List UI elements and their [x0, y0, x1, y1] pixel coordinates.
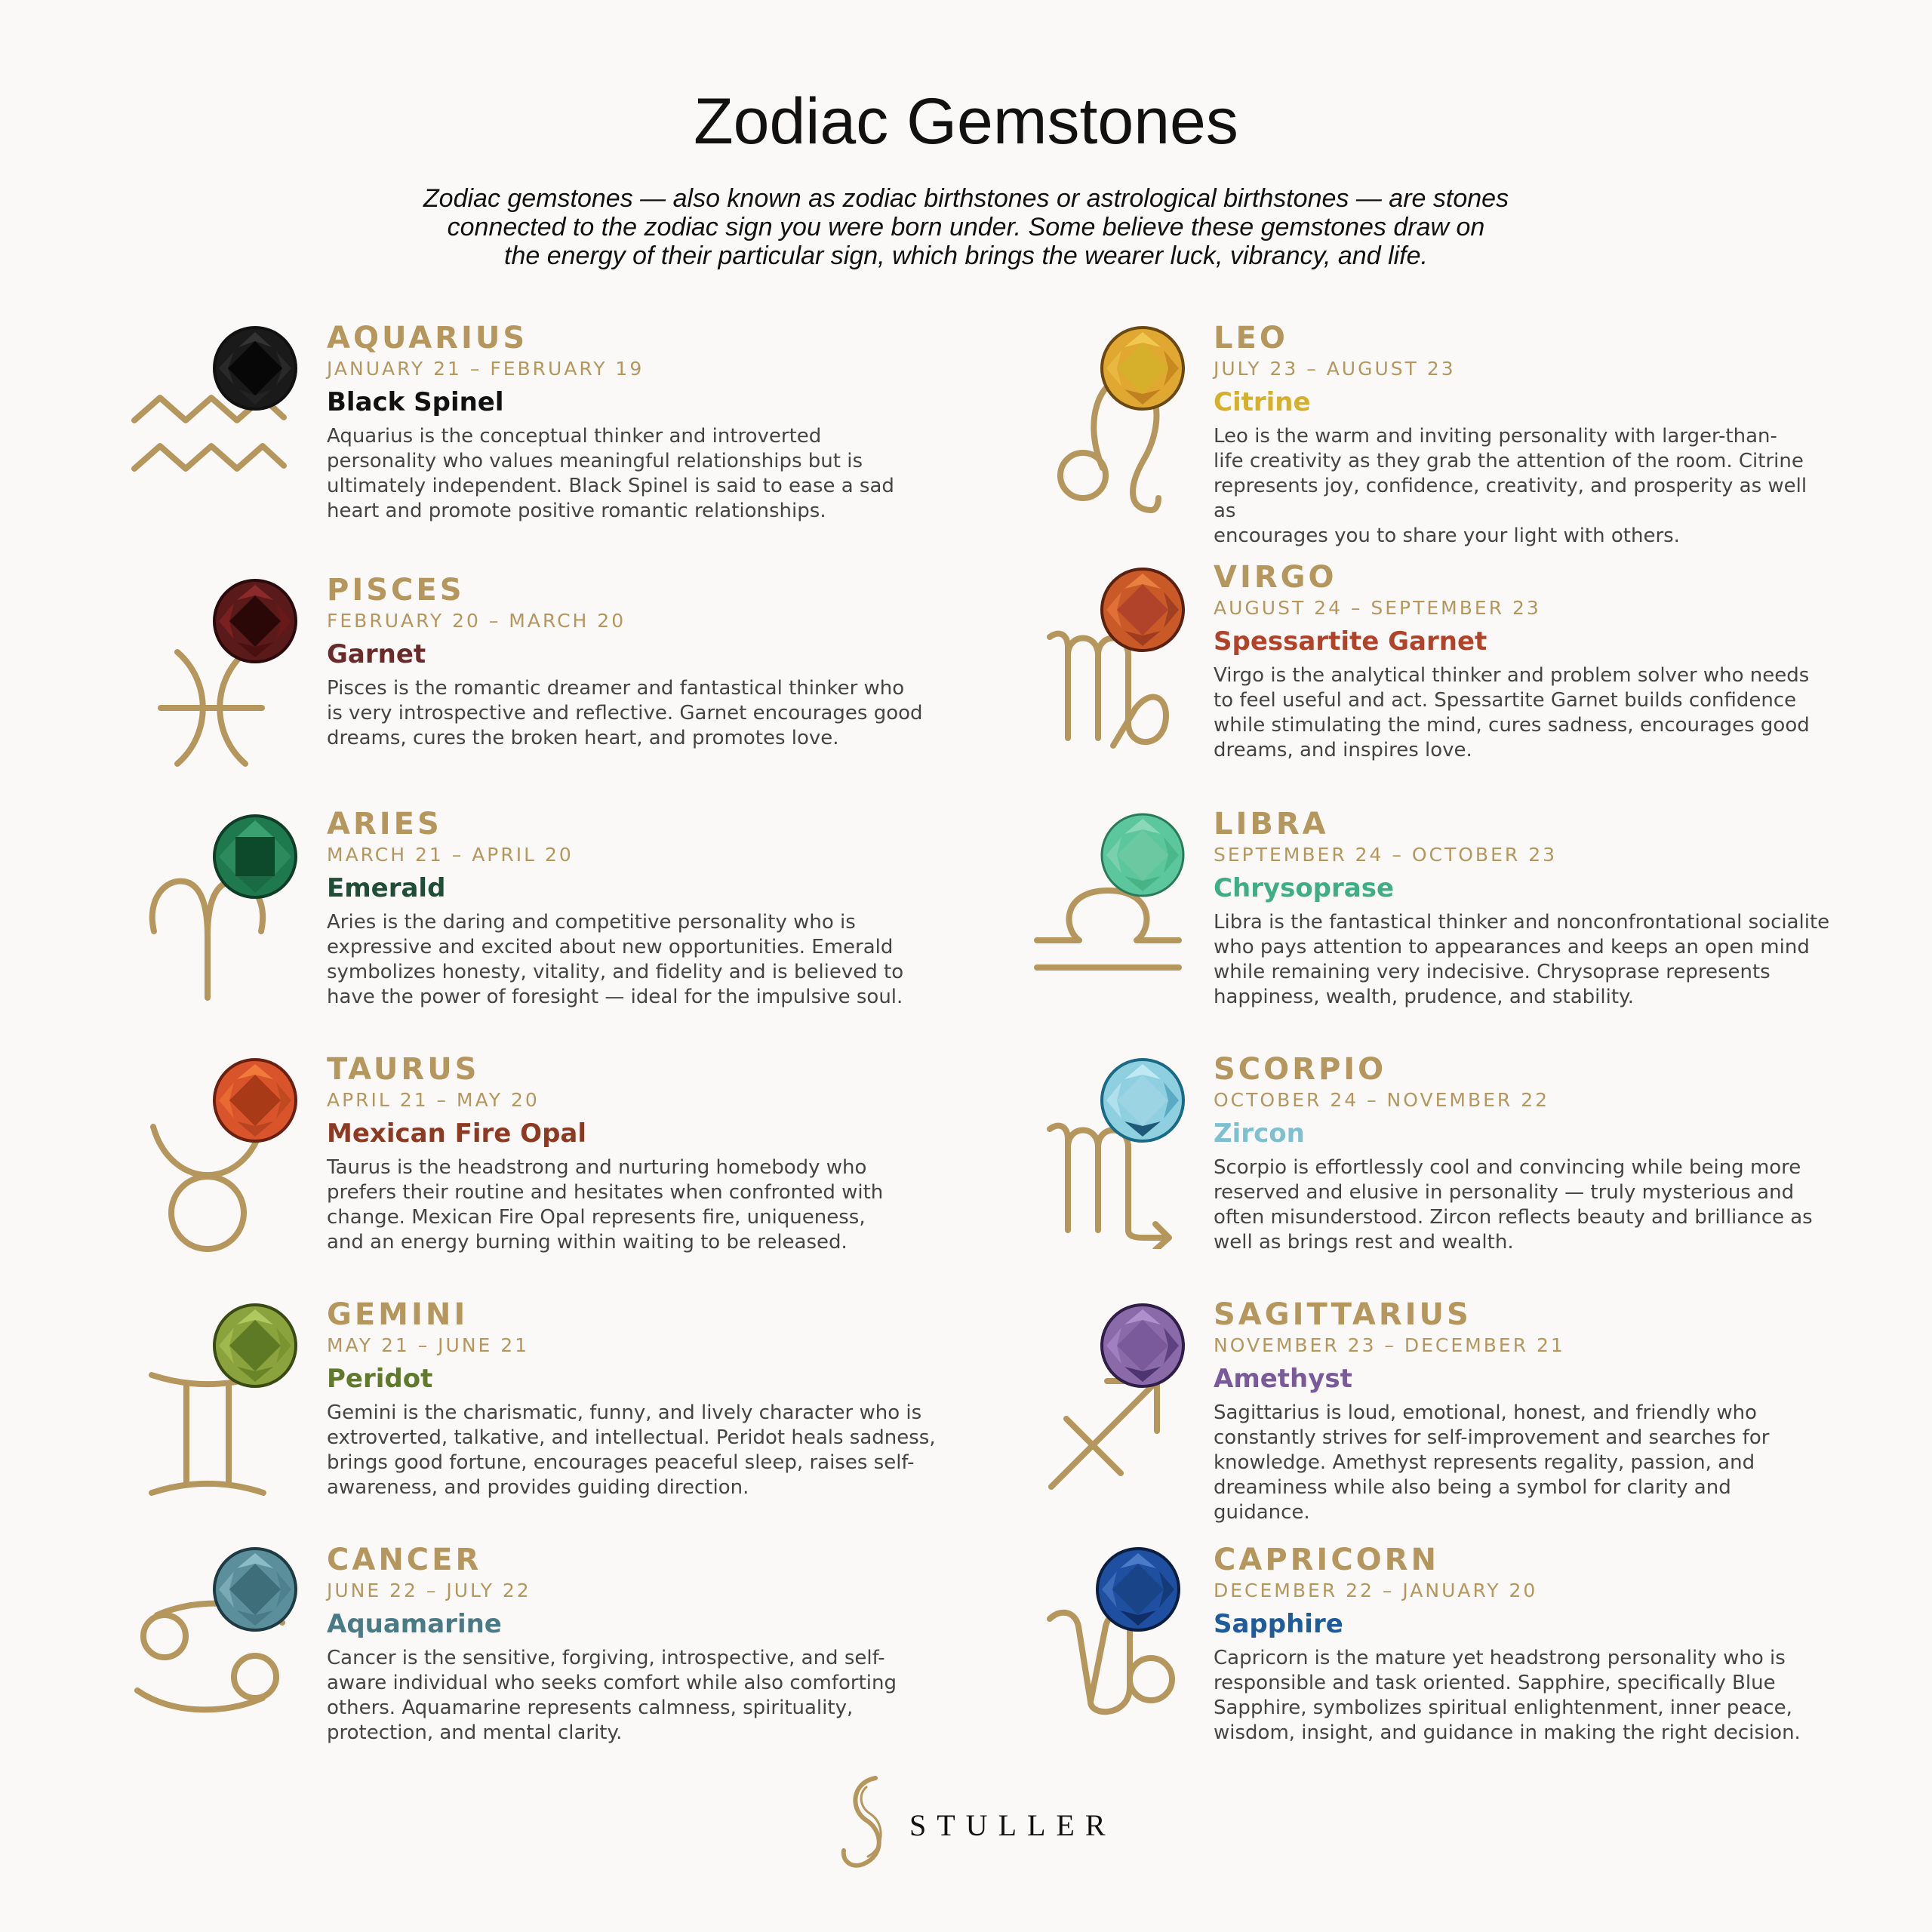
- sign-dates: JANUARY 21 – FEBRUARY 19: [327, 358, 645, 380]
- sign-description: Aquarius is the conceptual thinker and introverted personality who values meaningful relationships but is ultimately independent. Black Spinel is said to ease a sad heart and promote positive romantic relationships.: [327, 425, 894, 522]
- citrine-gem-icon: [1099, 325, 1186, 412]
- sign-name: VIRGO: [1214, 560, 1337, 595]
- sign-dates: MAY 21 – JUNE 21: [327, 1334, 530, 1356]
- sign-name: LIBRA: [1214, 807, 1329, 841]
- aquamarine-gem-icon: [211, 1546, 299, 1633]
- gem-name: Aquamarine: [327, 1609, 502, 1639]
- gem-name: Mexican Fire Opal: [327, 1118, 587, 1149]
- sign-name: CAPRICORN: [1214, 1543, 1439, 1577]
- gem-name: Zircon: [1214, 1118, 1305, 1149]
- stuller-logo-icon: [836, 1772, 897, 1874]
- gem-name: Black Spinel: [327, 387, 504, 417]
- brand-name: STULLER: [909, 1808, 1116, 1842]
- sign-description: Leo is the warm and inviting personality with larger-than- life creativity as they grab the attention of the room. Citrine represents joy, confidence, creativity, and prosperity as well as encourages you to share your light with others.: [1214, 425, 1807, 547]
- sign-name: SCORPIO: [1214, 1052, 1387, 1087]
- sign-name: CANCER: [327, 1543, 482, 1577]
- sagittarius-icon: [1045, 1372, 1166, 1493]
- sign-dates: APRIL 21 – MAY 20: [327, 1089, 540, 1111]
- gem-name: Spessartite Garnet: [1214, 626, 1487, 657]
- pisces-icon: [155, 648, 268, 768]
- sign-description: Sagittarius is loud, emotional, honest, and friendly who constantly strives for self-improvement and searches for knowledge. Amethyst represents regality, passion, and dreaminess while also being a symbol for clarity and guidance.: [1214, 1401, 1770, 1524]
- sign-description: Taurus is the headstrong and nurturing homebody who prefers their routine and hesitates when confronted with change. Mexican Fire Opal represents fire, uniqueness, and an energy burning within waiting to be released.: [327, 1156, 884, 1254]
- sign-description: Libra is the fantastical thinker and nonconfrontational socialite who pays attention to appearances and keeps an open mind while remaining very indecisive. Chrysoprase represents happiness, wealth, prudence, and stability.: [1214, 911, 1830, 1008]
- amethyst-gem-icon: [1099, 1302, 1186, 1389]
- gem-name: Chrysoprase: [1214, 873, 1395, 903]
- sign-name: PISCES: [327, 573, 465, 608]
- sign-name: ARIES: [327, 807, 442, 841]
- garnet-gem-icon: [211, 577, 299, 665]
- sapphire-gem-icon: [1094, 1546, 1182, 1633]
- intro-paragraph: Zodiac gemstones — also known as zodiac birthstones or astrological birthstones — are stones connected to the zodiac sign you were born under. Some believe these gemstones draw on the energy of their particular sign, which brings the wearer luck, vibrancy, and life.: [423, 184, 1509, 270]
- sign-name: LEO: [1214, 321, 1288, 355]
- sign-dates: MARCH 21 – APRIL 20: [327, 844, 574, 866]
- black-spinel-gem-icon: [211, 325, 299, 412]
- sign-description: Gemini is the charismatic, funny, and lively character who is extroverted, talkative, and intellectual. Peridot heals sadness, brings good fortune, encourages peaceful sleep, raises self- awareness, and provides guiding direction.: [327, 1401, 936, 1499]
- sign-name: AQUARIUS: [327, 321, 528, 355]
- gem-name: Peridot: [327, 1364, 433, 1394]
- sign-name: GEMINI: [327, 1297, 469, 1332]
- gem-name: Sapphire: [1214, 1609, 1343, 1639]
- sign-description: Virgo is the analytical thinker and problem solver who needs to feel useful and act. Spessartite Garnet builds confidence while stimulating the mind, cures sadness, encourages good dreams, and inspires love.: [1214, 664, 1810, 761]
- sign-dates: OCTOBER 24 – NOVEMBER 22: [1214, 1089, 1550, 1111]
- gem-name: Garnet: [327, 639, 426, 669]
- sign-dates: JUNE 22 – JULY 22: [327, 1580, 531, 1601]
- gem-name: Citrine: [1214, 387, 1311, 417]
- sign-dates: FEBRUARY 20 – MARCH 20: [327, 610, 626, 632]
- chrysoprase-gem-icon: [1099, 811, 1186, 899]
- emerald-gem-icon: [211, 813, 299, 900]
- sign-description: Cancer is the sensitive, forgiving, introspective, and self- aware individual who seeks comfort while also comforting others. Aquamarine represents calmness, spirituality, protection, and mental clarity.: [327, 1647, 897, 1744]
- sign-description: Aries is the daring and competitive personality who is expressive and excited about new opportunities. Emerald symbolizes honesty, vitality, and fidelity and is believed to have the power of foresight — ideal for the impulsive soul.: [327, 911, 904, 1008]
- sign-name: SAGITTARIUS: [1214, 1297, 1472, 1332]
- sign-dates: SEPTEMBER 24 – OCTOBER 23: [1214, 844, 1558, 866]
- sign-name: TAURUS: [327, 1052, 480, 1087]
- sign-dates: AUGUST 24 – SEPTEMBER 23: [1214, 597, 1541, 619]
- sign-dates: NOVEMBER 23 – DECEMBER 21: [1214, 1334, 1565, 1356]
- zircon-gem-icon: [1099, 1057, 1186, 1144]
- peridot-gem-icon: [211, 1302, 299, 1389]
- sign-description: Capricorn is the mature yet headstrong personality who is responsible and task oriented. Sapphire, specifically Blue Sapphire, symbolizes spiritual enlightenment, inner peace, wisdom, insight, and guidance in making the right decision.: [1214, 1647, 1801, 1744]
- sign-description: Scorpio is effortlessly cool and convincing while being more reserved and elusive in personality — truly mysterious and often misunderstood. Zircon reflects beauty and brilliance as well as brings rest and wealth.: [1214, 1156, 1813, 1254]
- gem-name: Emerald: [327, 873, 446, 903]
- sign-dates: DECEMBER 22 – JANUARY 20: [1214, 1580, 1538, 1601]
- spessartite-gem-icon: [1099, 566, 1186, 654]
- page-title: Zodiac Gemstones: [694, 85, 1238, 158]
- sign-description: Pisces is the romantic dreamer and fantastical thinker who is very introspective and reflective. Garnet encourages good dreams, cures the broken heart, and promotes love.: [327, 677, 923, 749]
- sign-dates: JULY 23 – AUGUST 23: [1214, 358, 1456, 380]
- fire-opal-gem-icon: [211, 1057, 299, 1144]
- gem-name: Amethyst: [1214, 1364, 1352, 1394]
